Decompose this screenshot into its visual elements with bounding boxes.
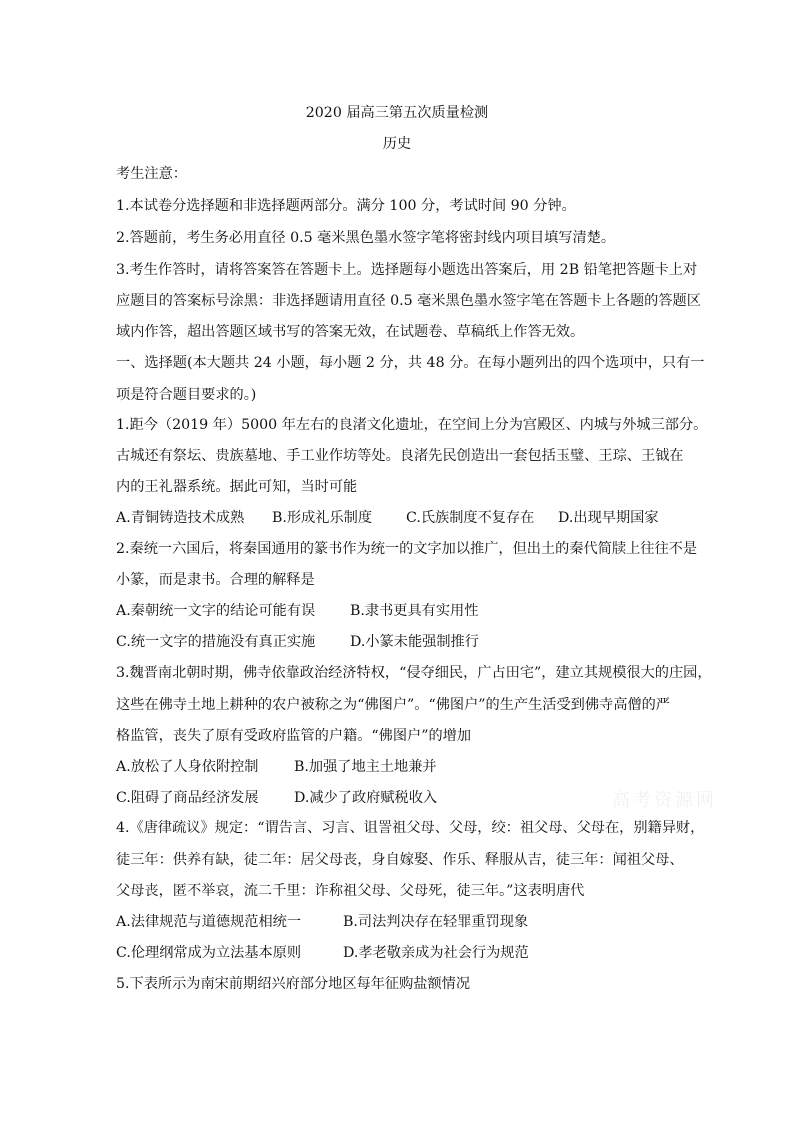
question-3-option-a: A.放松了人身依附控制 — [116, 759, 259, 775]
question-3-stem: 格监管，丧失了原有受政府监管的户籍。“佛图户”的增加 — [116, 728, 472, 744]
notice-item: 1.本试卷分选择题和非选择题两部分。满分 100 分，考试时间 90 分钟。 — [116, 198, 576, 214]
question-4-stem: 父母丧，匿不举哀，流二千里：诈称祖父母、父母死，徒三年。”这表明唐代 — [116, 883, 585, 899]
question-1-stem: 古城还有祭坛、贵族墓地、手工业作坊等处。良渚先民创造出一套包括玉璧、王琮、王钺在 — [116, 448, 684, 464]
question-3-option-c: C.阻碍了商品经济发展 — [116, 790, 259, 806]
subject-title: 历史 — [382, 136, 412, 152]
question-1-option-d: D.出现早期国家 — [558, 510, 659, 526]
question-2-stem: 2.秦统一六国后，将秦国通用的篆书作为统一的文字加以推广，但出土的秦代简牍上往往不是 — [116, 541, 698, 557]
notice-item: 3.考生作答时，请将答案答在答题卡上。选择题每小题选出答案后，用 2B 铅笔把答题卡上对 — [116, 262, 698, 278]
question-4-option-a: A.法律规范与道德规范相统一 — [116, 914, 302, 930]
question-1-stem: 内的王礼器系统。据此可知，当时可能 — [116, 479, 358, 495]
question-3-stem: 3.魏晋南北朝时期，佛寺依靠政治经济特权，“侵夺细民，广占田宅”，建立其规模很大的庄园， — [116, 665, 712, 681]
question-2-option-c: C.统一文字的措施没有真正实施 — [116, 634, 316, 650]
notice-item: 域内作答，超出答题区域书写的答案无效，在试题卷、草稿纸上作答无效。 — [116, 324, 585, 340]
question-1-option-a: A.青铜铸造技术成熟 — [116, 510, 245, 526]
question-1-option-b: B.形成礼乐制度 — [272, 510, 373, 526]
question-4-stem: 徒三年：供养有缺，徒二年：居父母丧，身自嫁娶、作乐、释服从吉，徒三年：闻祖父母、 — [116, 852, 684, 868]
notice-item: 应题目的答案标号涂黑：非选择题请用直径 0.5 毫米黑色墨水签字笔在答题卡上各题的答题区 — [116, 293, 701, 309]
watermark: 高考资源网 — [612, 790, 717, 811]
question-4-option-d: D.孝老敬亲成为社会行为规范 — [343, 945, 529, 961]
question-2-option-a: A.秦朝统一文字的结论可能有误 — [116, 603, 316, 619]
question-4-stem: 4.《唐律疏议》规定：“谓告言、习言、诅詈祖父母、父母，绞：祖父母、父母在，别籍异财， — [116, 820, 705, 836]
question-4-option-b: B.司法判决存在轻罪重罚现象 — [343, 914, 529, 930]
exam-title: 2020 届高三第五次质量检测 — [305, 105, 489, 121]
question-2-option-d: D.小篆未能强制推行 — [350, 634, 479, 650]
question-1-stem: 1.距今（2019 年）5000 年左右的良渚文化遗址，在空间上分为宫殿区、内城与外城三部分。 — [116, 417, 708, 433]
question-1-option-c: C.氏族制度不复存在 — [406, 510, 535, 526]
section-heading: 一、选择题(本大题共 24 小题，每小题 2 分，共 48 分。在每小题列出的四个选项中，只有一 — [116, 355, 705, 371]
notice-item: 2.答题前，考生务必用直径 0.5 毫米黑色墨水签字笔将密封线内项目填写清楚。 — [116, 230, 616, 246]
question-2-option-b: B.隶书更具有实用性 — [350, 603, 479, 619]
question-4-option-c: C.伦理纲常成为立法基本原则 — [116, 945, 302, 961]
question-3-option-b: B.加强了地主土地兼并 — [294, 759, 437, 775]
question-3-option-d: D.减少了政府赋税收入 — [294, 790, 438, 806]
section-heading: 项是符合题目要求的。) — [116, 387, 257, 403]
question-3-stem: 这些在佛寺土地上耕种的农户被称之为“佛图户”。“佛图户”的生产生活受到佛寺高僧的严 — [116, 697, 670, 713]
question-5-stem: 5.下表所示为南宋前期绍兴府部分地区每年征购盐额情况 — [116, 976, 471, 992]
notice-heading: 考生注意： — [116, 166, 187, 182]
question-2-stem: 小篆，而是隶书。合理的解释是 — [116, 572, 315, 588]
